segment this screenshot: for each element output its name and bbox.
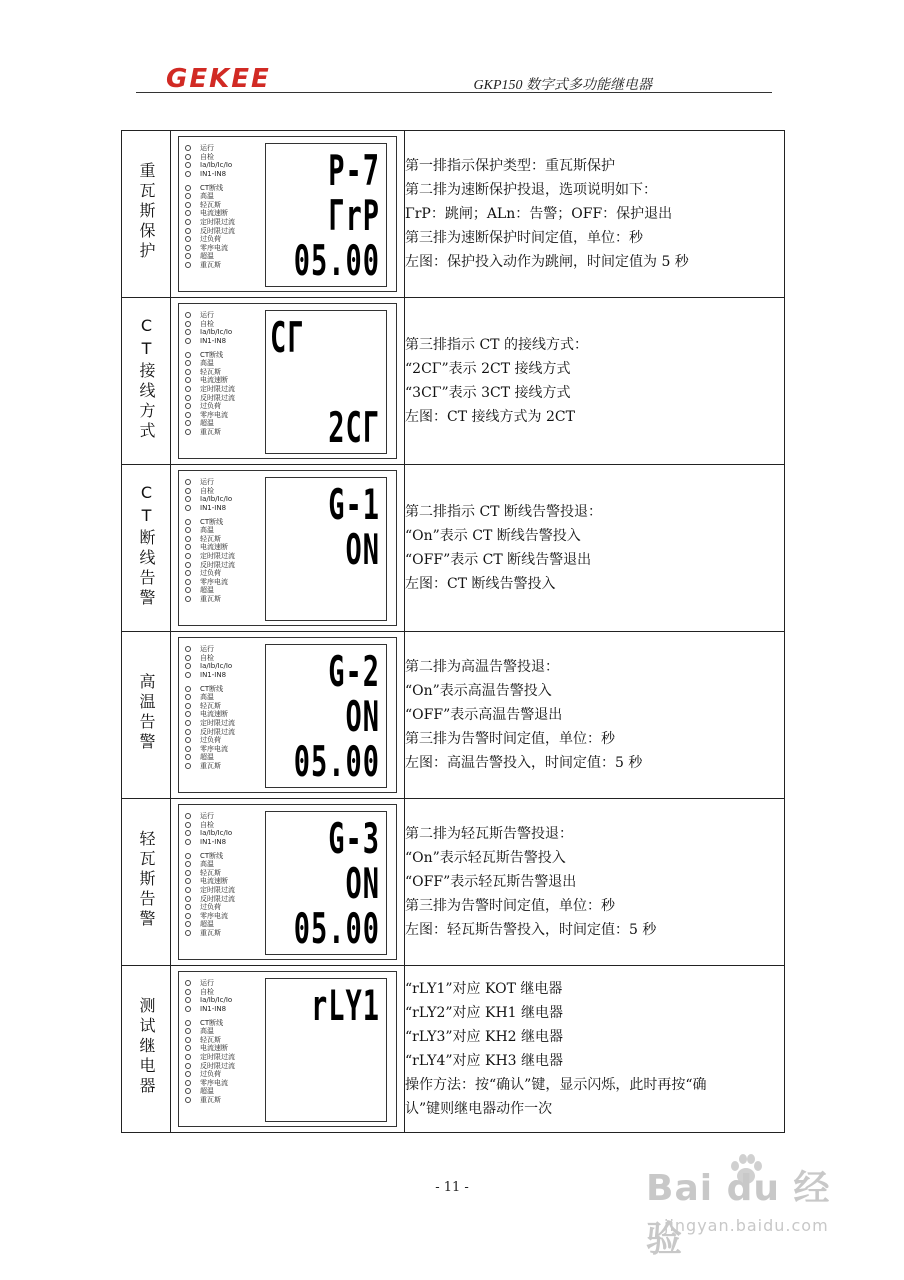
indicator-led: [185, 153, 235, 162]
display-line-r3: 05.00: [293, 739, 380, 788]
display-line-r1: G-1: [328, 482, 380, 531]
panel-cell: [171, 298, 405, 465]
led-dot-icon: [185, 185, 191, 191]
led-dot-icon: [185, 1006, 191, 1012]
led-dot-icon: [185, 479, 191, 485]
led-label: 高温: [200, 359, 214, 368]
row-label-cell: [122, 131, 171, 298]
led-dot-icon: [185, 904, 191, 910]
led-dot-icon: [185, 830, 191, 836]
led-label: 自检: [200, 820, 214, 829]
seven-segment-display: [265, 310, 387, 454]
description-text: [405, 154, 784, 274]
led-label: CT断线: [200, 350, 224, 359]
led-label: 超温: [200, 753, 214, 762]
description-line: 左图：保护投入动作为跳闸，时间定值为 5 秒: [405, 254, 689, 270]
led-label: 定时限过流: [200, 719, 235, 728]
led-dot-icon: [185, 737, 191, 743]
indicator-led-list: [185, 144, 235, 269]
led-label: 零序电流: [200, 243, 228, 252]
led-dot-icon: [185, 544, 191, 550]
description-line: “2CΓ”表示 2CT 接线方式: [405, 361, 571, 377]
seven-segment-display: [265, 978, 387, 1122]
indicator-led-list: [185, 311, 235, 436]
led-label: IN1-IN8: [200, 838, 227, 847]
baidu-jingyan-watermark: [646, 1150, 866, 1260]
led-dot-icon: [185, 1045, 191, 1051]
led-dot-icon: [185, 145, 191, 151]
led-label: 反时限过流: [200, 727, 235, 736]
relay-front-panel: [178, 303, 397, 459]
led-label: 过负荷: [200, 736, 221, 745]
indicator-led-list: [185, 812, 235, 937]
indicator-led: [185, 170, 235, 179]
led-label: IN1-IN8: [200, 170, 227, 179]
led-label: Ia/Ib/Ic/Io: [200, 662, 233, 671]
led-label: 反时限过流: [200, 1061, 235, 1070]
indicator-led: [185, 161, 235, 170]
description-cell: [405, 799, 785, 966]
indicator-led: [185, 428, 235, 437]
indicator-led: [185, 320, 235, 329]
led-label: 过负荷: [200, 569, 221, 578]
led-dot-icon: [185, 720, 191, 726]
row-label-cell: [122, 632, 171, 799]
description-line: 认”键则继电器动作一次: [405, 1101, 553, 1117]
led-dot-icon: [185, 686, 191, 692]
led-label: IN1-IN8: [200, 504, 227, 513]
led-dot-icon: [185, 870, 191, 876]
display-line-r3: 05.00: [293, 906, 380, 955]
led-label: 高温: [200, 860, 214, 869]
indicator-led: [185, 654, 235, 663]
row-label: CT接线方式: [137, 316, 156, 442]
display-line-r1: G-2: [328, 649, 380, 698]
panel-cell: [171, 131, 405, 298]
led-label: 零序电流: [200, 410, 228, 419]
display-line-r2: ON: [345, 861, 380, 910]
led-dot-icon: [185, 253, 191, 259]
gekee-logo: GEKEE: [166, 64, 271, 94]
led-dot-icon: [185, 562, 191, 568]
led-dot-icon: [185, 989, 191, 995]
description-line: “3CΓ”表示 3CT 接线方式: [405, 385, 571, 401]
led-dot-icon: [185, 813, 191, 819]
led-label: Ia/Ib/Ic/Io: [200, 996, 233, 1005]
led-label: 轻瓦斯: [200, 200, 221, 209]
led-label: CT断线: [200, 1018, 224, 1027]
indicator-led: [185, 595, 235, 604]
description-line: 第一排指示保护类型：重瓦斯保护: [405, 158, 615, 174]
led-dot-icon: [185, 1088, 191, 1094]
row-label: 高温告警: [137, 673, 156, 753]
indicator-led: [185, 1096, 235, 1105]
led-label: 轻瓦斯: [200, 701, 221, 710]
table-row: [122, 966, 785, 1133]
led-label: 反时限过流: [200, 393, 235, 402]
indicator-led: [185, 929, 235, 938]
led-dot-icon: [185, 896, 191, 902]
row-label-cell: [122, 966, 171, 1133]
led-label: 运行: [200, 812, 214, 821]
display-line-r1: CΓ: [270, 315, 305, 364]
led-label: 运行: [200, 144, 214, 153]
led-dot-icon: [185, 646, 191, 652]
led-dot-icon: [185, 839, 191, 845]
relay-front-panel: [178, 470, 397, 626]
led-label: 定时限过流: [200, 218, 235, 227]
description-line: 左图：CT 断线告警投入: [405, 576, 556, 592]
led-label: 反时限过流: [200, 560, 235, 569]
led-label: 超温: [200, 586, 214, 595]
led-dot-icon: [185, 403, 191, 409]
led-label: 轻瓦斯: [200, 868, 221, 877]
led-dot-icon: [185, 1071, 191, 1077]
led-dot-icon: [185, 154, 191, 160]
row-label: 轻瓦斯告警: [137, 830, 156, 930]
description-line: “rLY3”对应 KH2 继电器: [405, 1029, 564, 1045]
led-label: CT断线: [200, 684, 224, 693]
description-line: 第三排为速断保护时间定值，单位：秒: [405, 230, 643, 246]
led-label: 过负荷: [200, 1070, 221, 1079]
description-line: 第三排为告警时间定值，单位：秒: [405, 731, 615, 747]
display-line-r1: P-7: [328, 148, 380, 197]
indicator-led: [185, 821, 235, 830]
description-cell: [405, 966, 785, 1133]
led-label: Ia/Ib/Ic/Io: [200, 495, 233, 504]
indicator-led: [185, 1005, 235, 1014]
indicator-led: [185, 762, 235, 771]
panel-cell: [171, 799, 405, 966]
description-line: “OFF”表示 CT 断线告警退出: [405, 552, 592, 568]
led-label: 电流速断: [200, 376, 228, 385]
description-text: [405, 977, 784, 1121]
led-dot-icon: [185, 596, 191, 602]
description-text: [405, 822, 784, 942]
led-label: 定时限过流: [200, 385, 235, 394]
led-dot-icon: [185, 488, 191, 494]
led-label: 过负荷: [200, 402, 221, 411]
led-dot-icon: [185, 822, 191, 828]
led-label: 自检: [200, 653, 214, 662]
led-label: 反时限过流: [200, 894, 235, 903]
led-dot-icon: [185, 210, 191, 216]
led-label: 定时限过流: [200, 1053, 235, 1062]
description-line: “On”表示高温告警投入: [405, 683, 552, 699]
led-dot-icon: [185, 312, 191, 318]
led-label: 过负荷: [200, 903, 221, 912]
led-label: 轻瓦斯: [200, 367, 221, 376]
led-label: 轻瓦斯: [200, 1035, 221, 1044]
led-label: 电流速断: [200, 209, 228, 218]
watermark-url: jingyan.baidu.com: [664, 1216, 829, 1235]
relay-front-panel: [178, 637, 397, 793]
led-dot-icon: [185, 980, 191, 986]
description-line: “On”表示轻瓦斯告警投入: [405, 850, 566, 866]
led-dot-icon: [185, 1097, 191, 1103]
description-line: 左图：CT 接线方式为 2CT: [405, 409, 575, 425]
led-dot-icon: [185, 369, 191, 375]
display-line-r3: 2CΓ: [328, 405, 380, 454]
led-dot-icon: [185, 202, 191, 208]
led-label: 重瓦斯: [200, 762, 221, 771]
description-line: “rLY4”对应 KH3 继电器: [405, 1053, 564, 1069]
led-dot-icon: [185, 763, 191, 769]
row-label-cell: [122, 298, 171, 465]
led-dot-icon: [185, 377, 191, 383]
watermark-main-text: Bai du 经验: [646, 1168, 831, 1260]
led-label: IN1-IN8: [200, 337, 227, 346]
display-line-r2: ΓrP: [328, 193, 380, 242]
led-dot-icon: [185, 754, 191, 760]
led-label: 定时限过流: [200, 886, 235, 895]
indicator-led-list: [185, 645, 235, 770]
relay-front-panel: [178, 971, 397, 1127]
table-row: [122, 632, 785, 799]
description-line: “On”表示 CT 断线告警投入: [405, 528, 581, 544]
panel-cell: [171, 966, 405, 1133]
led-label: Ia/Ib/Ic/Io: [200, 829, 233, 838]
description-line: 第二排为高温告警投退：: [405, 659, 559, 675]
led-label: 零序电流: [200, 1078, 228, 1087]
led-label: 超温: [200, 920, 214, 929]
indicator-led: [185, 337, 235, 346]
led-label: 高温: [200, 1027, 214, 1036]
led-dot-icon: [185, 329, 191, 335]
led-dot-icon: [185, 694, 191, 700]
led-dot-icon: [185, 711, 191, 717]
led-dot-icon: [185, 219, 191, 225]
led-dot-icon: [185, 236, 191, 242]
led-dot-icon: [185, 338, 191, 344]
led-label: 运行: [200, 645, 214, 654]
led-label: Ia/Ib/Ic/Io: [200, 161, 233, 170]
led-label: 重瓦斯: [200, 261, 221, 270]
led-dot-icon: [185, 587, 191, 593]
description-cell: [405, 298, 785, 465]
indicator-led: [185, 261, 235, 270]
led-dot-icon: [185, 496, 191, 502]
led-label: Ia/Ib/Ic/Io: [200, 328, 233, 337]
led-dot-icon: [185, 536, 191, 542]
led-dot-icon: [185, 352, 191, 358]
led-dot-icon: [185, 1037, 191, 1043]
led-dot-icon: [185, 655, 191, 661]
led-label: CT断线: [200, 183, 224, 192]
table-row: [122, 298, 785, 465]
led-label: IN1-IN8: [200, 1005, 227, 1014]
page-number: - 11 -: [435, 1180, 469, 1195]
description-line: 左图：轻瓦斯告警投入，时间定值：5 秒: [405, 922, 657, 938]
description-cell: [405, 131, 785, 298]
led-dot-icon: [185, 245, 191, 251]
led-dot-icon: [185, 162, 191, 168]
led-dot-icon: [185, 997, 191, 1003]
led-dot-icon: [185, 703, 191, 709]
led-label: 自检: [200, 319, 214, 328]
description-line: 第二排为轻瓦斯告警投退：: [405, 826, 573, 842]
indicator-led: [185, 671, 235, 680]
panel-cell: [171, 465, 405, 632]
parameter-table: [121, 130, 785, 1133]
led-dot-icon: [185, 1063, 191, 1069]
led-dot-icon: [185, 729, 191, 735]
led-dot-icon: [185, 171, 191, 177]
led-label: 运行: [200, 311, 214, 320]
led-dot-icon: [185, 1020, 191, 1026]
led-label: 自检: [200, 152, 214, 161]
led-dot-icon: [185, 193, 191, 199]
led-label: 零序电流: [200, 911, 228, 920]
row-label: 测试继电器: [137, 997, 156, 1097]
relay-front-panel: [178, 136, 397, 292]
led-label: 高温: [200, 693, 214, 702]
description-line: “OFF”表示高温告警退出: [405, 707, 563, 723]
seven-segment-display: [265, 477, 387, 621]
led-dot-icon: [185, 395, 191, 401]
description-text: [405, 655, 784, 775]
led-dot-icon: [185, 921, 191, 927]
led-label: 轻瓦斯: [200, 534, 221, 543]
led-label: IN1-IN8: [200, 671, 227, 680]
display-line-r2: ON: [345, 694, 380, 743]
led-dot-icon: [185, 262, 191, 268]
led-dot-icon: [185, 1028, 191, 1034]
description-line: 左图：高温告警投入，时间定值：5 秒: [405, 755, 643, 771]
led-label: 过负荷: [200, 235, 221, 244]
panel-cell: [171, 632, 405, 799]
led-dot-icon: [185, 429, 191, 435]
led-dot-icon: [185, 663, 191, 669]
row-label: CT断线告警: [137, 483, 156, 609]
description-cell: [405, 465, 785, 632]
led-dot-icon: [185, 570, 191, 576]
indicator-led: [185, 996, 235, 1005]
led-label: CT断线: [200, 517, 224, 526]
description-text: [405, 333, 784, 429]
description-line: “rLY1”对应 KOT 继电器: [405, 981, 563, 997]
indicator-led: [185, 504, 235, 513]
description-line: ΓrP：跳闸；ALn：告警；OFF：保护退出: [405, 206, 673, 222]
description-line: 第三排为告警时间定值，单位：秒: [405, 898, 615, 914]
led-label: 电流速断: [200, 877, 228, 886]
led-label: 电流速断: [200, 543, 228, 552]
led-label: 运行: [200, 478, 214, 487]
table-row: [122, 799, 785, 966]
led-label: 高温: [200, 526, 214, 535]
led-dot-icon: [185, 887, 191, 893]
led-label: 运行: [200, 979, 214, 988]
seven-segment-display: [265, 143, 387, 287]
led-label: CT断线: [200, 851, 224, 860]
indicator-led: [185, 829, 235, 838]
indicator-led: [185, 328, 235, 337]
led-dot-icon: [185, 420, 191, 426]
led-label: 重瓦斯: [200, 428, 221, 437]
led-label: 重瓦斯: [200, 1096, 221, 1105]
led-dot-icon: [185, 505, 191, 511]
indicator-led: [185, 988, 235, 997]
table-row: [122, 131, 785, 298]
led-label: 超温: [200, 1087, 214, 1096]
led-dot-icon: [185, 930, 191, 936]
row-label-cell: [122, 465, 171, 632]
display-line-r1: rLY1: [310, 983, 380, 1032]
description-line: “OFF”表示轻瓦斯告警退出: [405, 874, 577, 890]
indicator-led-list: [185, 979, 235, 1104]
led-label: 零序电流: [200, 577, 228, 586]
description-line: 操作方法：按“确认”键，显示闪烁，此时再按“确: [405, 1077, 707, 1093]
led-dot-icon: [185, 1054, 191, 1060]
led-dot-icon: [185, 519, 191, 525]
indicator-led: [185, 487, 235, 496]
led-dot-icon: [185, 579, 191, 585]
led-dot-icon: [185, 878, 191, 884]
led-dot-icon: [185, 913, 191, 919]
led-label: 零序电流: [200, 744, 228, 753]
led-label: 电流速断: [200, 710, 228, 719]
led-dot-icon: [185, 861, 191, 867]
led-dot-icon: [185, 228, 191, 234]
description-line: 第三排指示 CT 的接线方式：: [405, 337, 588, 353]
description-cell: [405, 632, 785, 799]
indicator-led: [185, 662, 235, 671]
row-label-cell: [122, 799, 171, 966]
display-line-r1: G-3: [328, 816, 380, 865]
description-line: 第二排指示 CT 断线告警投退：: [405, 504, 602, 520]
led-label: 重瓦斯: [200, 929, 221, 938]
description-line: “rLY2”对应 KH1 继电器: [405, 1005, 564, 1021]
led-label: 电流速断: [200, 1044, 228, 1053]
document-title: GKP150 数字式多功能继电器: [473, 78, 652, 93]
led-label: 重瓦斯: [200, 595, 221, 604]
indicator-led: [185, 838, 235, 847]
led-label: 超温: [200, 419, 214, 428]
table-row: [122, 465, 785, 632]
led-dot-icon: [185, 553, 191, 559]
relay-front-panel: [178, 804, 397, 960]
description-line: 第二排为速断保护投退，选项说明如下：: [405, 182, 657, 198]
indicator-led-list: [185, 478, 235, 603]
display-line-r2: ON: [345, 527, 380, 576]
display-line-r3: 05.00: [293, 238, 380, 287]
led-dot-icon: [185, 386, 191, 392]
led-dot-icon: [185, 672, 191, 678]
led-dot-icon: [185, 853, 191, 859]
led-label: 反时限过流: [200, 226, 235, 235]
led-dot-icon: [185, 412, 191, 418]
seven-segment-display: [265, 644, 387, 788]
led-dot-icon: [185, 360, 191, 366]
indicator-led: [185, 495, 235, 504]
led-label: 超温: [200, 252, 214, 261]
led-dot-icon: [185, 527, 191, 533]
led-label: 自检: [200, 486, 214, 495]
led-label: 自检: [200, 987, 214, 996]
led-label: 高温: [200, 192, 214, 201]
led-dot-icon: [185, 1080, 191, 1086]
page-header: [136, 60, 772, 93]
row-label: 重瓦斯保护: [137, 162, 156, 262]
led-dot-icon: [185, 746, 191, 752]
led-label: 定时限过流: [200, 552, 235, 561]
description-text: [405, 500, 784, 596]
seven-segment-display: [265, 811, 387, 955]
led-dot-icon: [185, 321, 191, 327]
